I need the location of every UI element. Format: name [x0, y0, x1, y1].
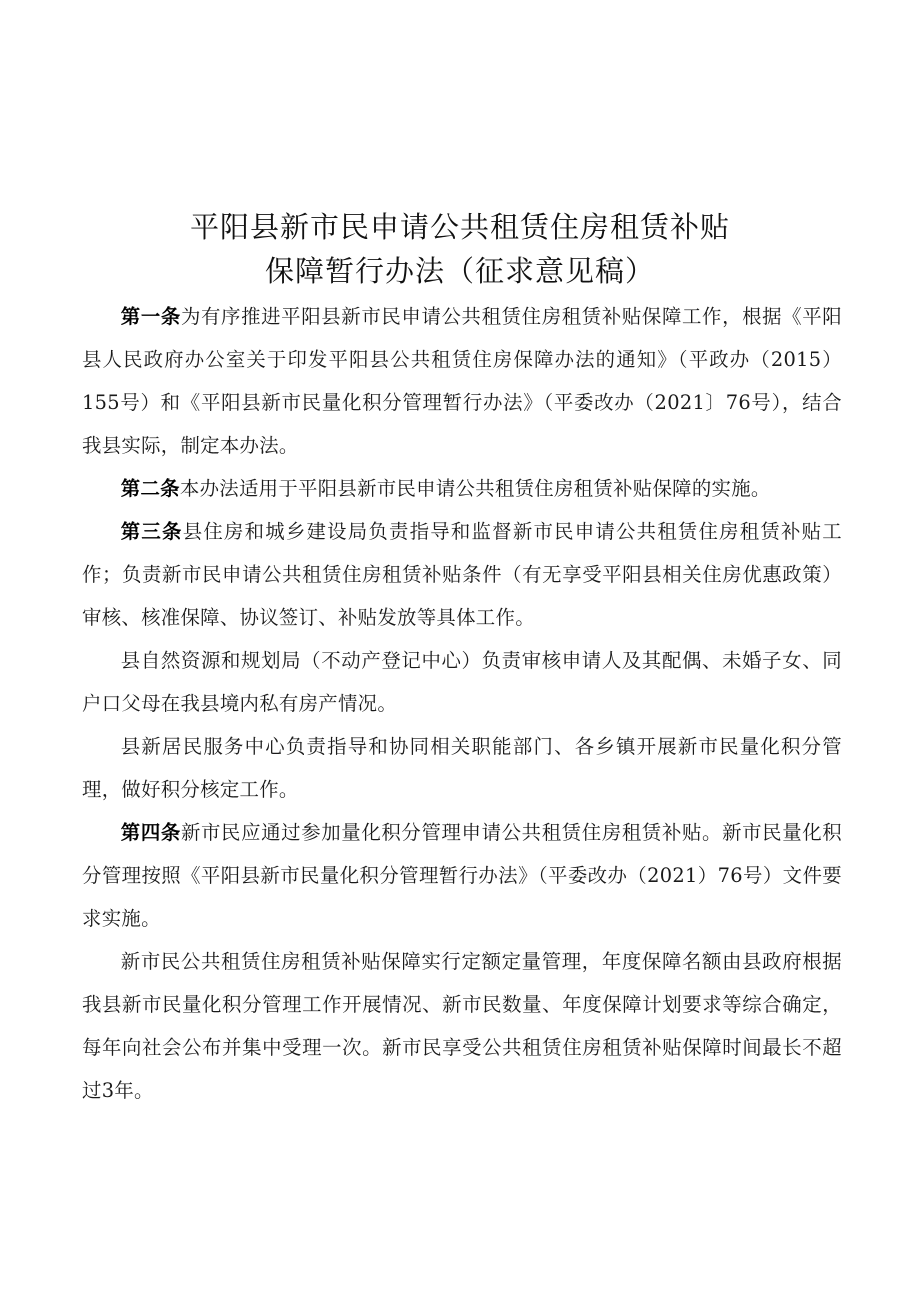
article-3-label: 第三条 — [120, 520, 183, 543]
article-3-paragraph — [82, 510, 842, 639]
article-2-paragraph — [82, 467, 842, 510]
article-4-label: 第四条 — [120, 821, 181, 844]
article-1-text: 为有序推进平阳县新市民申请公共租赁住房租赁补贴保障工作，根据《平阳县人民政府办公室关于印发平阳县公共租赁住房保障办法的通知》（平政办（2015）155号）和《平阳县新市民量化积分管理暂行办法》（平委改办（2021〕76号），结合我县实际，制定本办法。 — [82, 305, 842, 457]
article-4-text-2: 新市民公共租赁住房租赁补贴保障实行定额定量管理，年度保障名额由县政府根据我县新市民量化积分管理工作开展情况、新市民数量、年度保障计划要求等综合确定，每年向社会公布并集中受理一次。新市民享受公共租赁住房租赁补贴保障时间最长不超过3年。 — [82, 950, 842, 1102]
article-3-text: 县住房和城乡建设局负责指导和监督新市民申请公共租赁住房租赁补贴工作；负责新市民申请公共租赁住房租赁补贴条件（有无享受平阳县相关住房优惠政策）审核、核准保障、协议签订、补贴发放等具体工作。 — [82, 520, 842, 629]
article-4-text: 新市民应通过参加量化积分管理申请公共租赁住房租赁补贴。新市民量化积分管理按照《平阳县新市民量化积分管理暂行办法》（平委改办（2021）76号）文件要求实施。 — [82, 821, 842, 930]
article-3-paragraph-2 — [82, 639, 842, 725]
article-2-label: 第二条 — [120, 477, 180, 500]
article-3-text-2: 县自然资源和规划局（不动产登记中心）负责审核申请人及其配偶、未婚子女、同户口父母在我县境内私有房产情况。 — [82, 649, 842, 715]
article-4-paragraph — [82, 811, 842, 940]
article-3-text-3: 县新居民服务中心负责指导和协同相关职能部门、各乡镇开展新市民量化积分管理，做好积分核定工作。 — [82, 735, 842, 801]
article-4-paragraph-2 — [82, 940, 842, 1112]
article-3-paragraph-3 — [82, 725, 842, 811]
article-1-paragraph — [82, 295, 842, 467]
document-title-line-2: 保障暂行办法（征求意见稿） — [264, 254, 655, 288]
document-title-line-1: 平阳县新市民申请公共租赁住房租赁补贴 — [189, 210, 730, 244]
article-2-text: 本办法适用于平阳县新市民申请公共租赁住房租赁补贴保障的实施。 — [179, 477, 771, 500]
document-body — [82, 295, 842, 1112]
article-1-label: 第一条 — [120, 305, 181, 328]
